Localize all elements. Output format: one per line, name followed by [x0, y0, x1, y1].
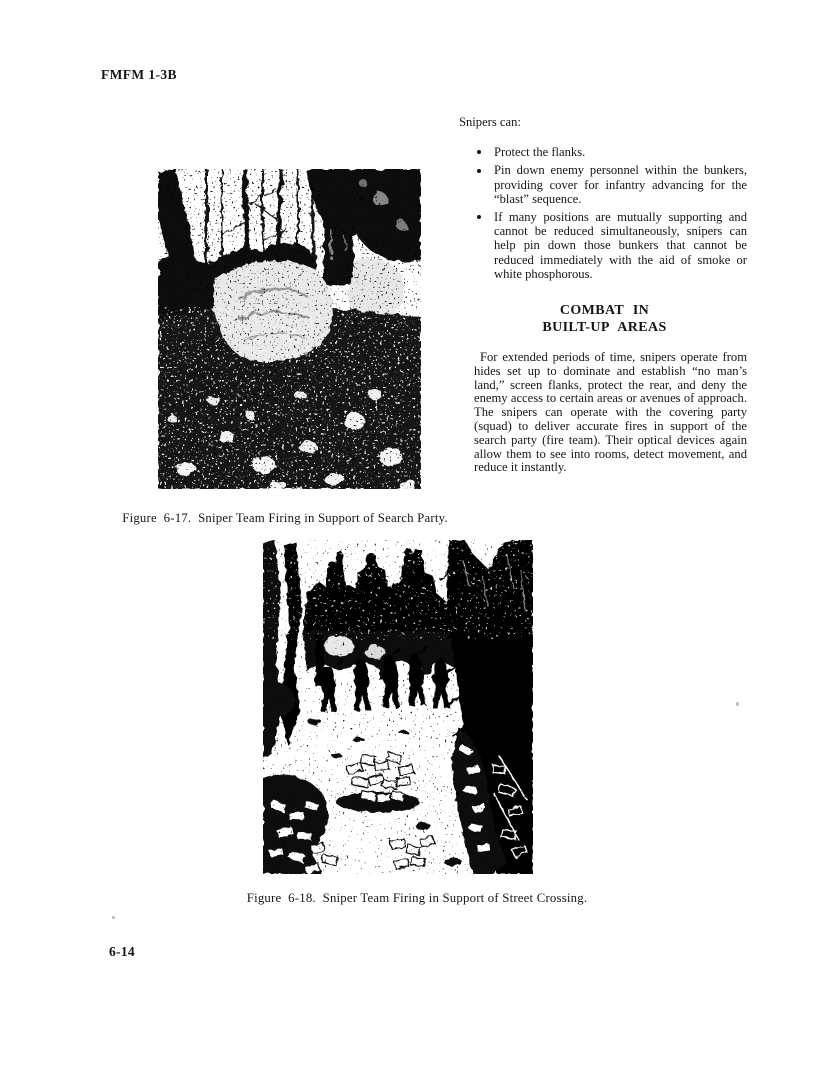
bullet-dot-icon: [477, 150, 481, 154]
bullet-list: [459, 145, 747, 281]
scan-speck: [736, 702, 739, 706]
figure-6-18-caption: Figure 6-18. Sniper Team Firing in Support of Street Crossing.: [246, 891, 588, 905]
section-heading: [474, 303, 735, 336]
document-header: FMFM 1-3B: [101, 67, 177, 82]
bullet-text: If many positions are mutually supporting and cannot be reduced simultaneously, snipers can help pin down those bunkers that cannot be reduced immediately with the aid of smoke or white phosphorous.: [494, 210, 747, 281]
page-number: 6-14: [109, 944, 135, 959]
bullet-item-1: [494, 145, 747, 159]
bullet-text: Pin down enemy personnel within the bunkers, providing cover for infantry advancing for the “blast” sequence.: [494, 163, 747, 206]
street-crossing-illustration: [263, 540, 533, 874]
snipers-can-intro: Snipers can:: [459, 115, 521, 129]
figure-6-18-image: [263, 540, 533, 874]
section-heading-line2: BUILT-UP AREAS: [542, 319, 667, 335]
scan-speck: [112, 916, 115, 919]
bullet-dot-icon: [477, 215, 481, 219]
bullet-item-3: [494, 210, 747, 281]
bullet-dot-icon: [477, 169, 481, 173]
figure-6-17-image: [158, 169, 421, 489]
section-heading-line1: COMBAT IN: [559, 303, 650, 319]
figure-6-17-caption: Figure 6-17. Sniper Team Firing in Support of Search Party.: [122, 511, 448, 525]
bullet-item-2: [494, 163, 747, 206]
body-paragraph: For extended periods of time, snipers operate from hides set up to dominate and establish “no man’s land,” screen flanks, protect the rear, and deny the enemy access to certain areas or avenues of approach. The snipers can operate with the covering party (squad) to deliver accurate fires in support of the search party (fire team). Their optical devices again allow them to see into rooms, detect movement, and reduce it instantly.: [474, 350, 747, 475]
bullet-text: Protect the flanks.: [494, 145, 586, 160]
forest-photo-illustration: [158, 169, 421, 489]
right-column: [459, 115, 747, 475]
